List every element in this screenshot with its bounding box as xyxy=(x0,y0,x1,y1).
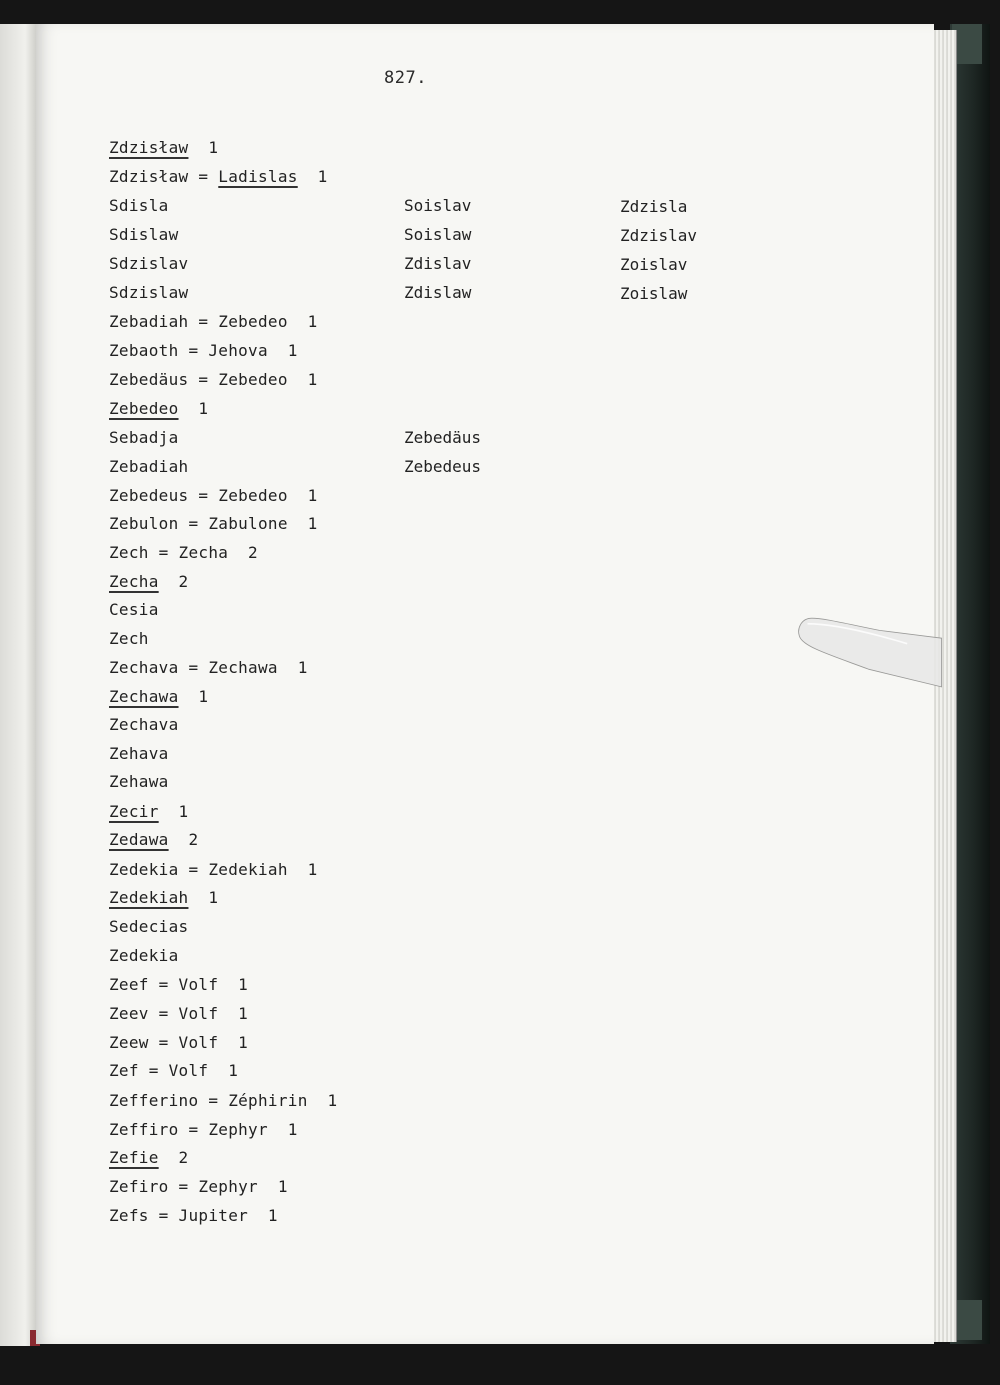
entry-line: Zedekiah 1 xyxy=(109,888,219,907)
entry-line: Zechava = Zechawa 1 xyxy=(109,658,308,677)
entry-line: Cesia xyxy=(109,600,159,619)
variant-col2: Zebedäus xyxy=(404,428,482,447)
variant-col2: Zebedeus xyxy=(404,457,482,476)
entry-line: Zdzisław = Ladislas 1 xyxy=(109,167,328,186)
entry-line: Zefie 2 xyxy=(109,1148,189,1167)
entry-line: Zeev = Volf 1 xyxy=(109,1004,249,1023)
page-number: 827. xyxy=(384,68,427,88)
variant-col3: Zoislav xyxy=(620,255,688,274)
entry-line: Zehava xyxy=(109,744,169,763)
entry-line: Sdzislav xyxy=(109,254,189,273)
entry-line: Zebadiah = Zebedeo 1 xyxy=(109,312,318,331)
entry-line: Sedecias xyxy=(109,917,189,936)
entry-line: Sdzislaw xyxy=(109,283,189,302)
variant-col3: Zdzislav xyxy=(620,226,698,245)
entry-line: Zedekia = Zedekiah 1 xyxy=(109,860,318,879)
variant-col2: Zdislaw xyxy=(404,283,472,302)
entry-line: Zebulon = Zabulone 1 xyxy=(109,514,318,533)
variant-col2: Zdislav xyxy=(404,254,472,273)
entry-line: Zeffiro = Zephyr 1 xyxy=(109,1120,298,1139)
entry-line: Zeew = Volf 1 xyxy=(109,1033,249,1052)
entry-line: Zecir 1 xyxy=(109,802,189,821)
entry-line: Zedawa 2 xyxy=(109,830,199,849)
entry-line: Zechawa 1 xyxy=(109,687,209,706)
entry-line: Zdzisław 1 xyxy=(109,138,219,157)
entry-line: Zebedeo 1 xyxy=(109,399,209,418)
entry-line: Zefiro = Zephyr 1 xyxy=(109,1177,288,1196)
entry-line: Sdisla xyxy=(109,196,169,215)
variant-col3: Zoislaw xyxy=(620,284,688,303)
entry-line: Zef = Volf 1 xyxy=(109,1061,239,1080)
entry-line: Zech = Zecha 2 xyxy=(109,543,258,562)
entry-line: Zefs = Jupiter 1 xyxy=(109,1206,278,1225)
entry-line: Zedekia xyxy=(109,946,179,965)
entry-line: Zech xyxy=(109,629,149,648)
entry-line: Sebadja xyxy=(109,428,179,447)
left-page-edge xyxy=(0,24,37,1346)
entry-line: Zefferino = Zéphirin 1 xyxy=(109,1091,338,1110)
plastic-page-clip xyxy=(738,616,1000,688)
variant-col2: Soislav xyxy=(404,196,472,215)
entry-line: Zebaoth = Jehova 1 xyxy=(109,341,298,360)
entry-line: Sdislaw xyxy=(109,225,179,244)
entry-line: Zeef = Volf 1 xyxy=(109,975,249,994)
entry-line: Zehawa xyxy=(109,772,169,791)
entry-line: Zebadiah xyxy=(109,457,189,476)
entry-line: Zebedeus = Zebedeo 1 xyxy=(109,486,318,505)
entry-line: Zebedäus = Zebedeo 1 xyxy=(109,370,318,389)
variant-col2: Soislaw xyxy=(404,225,472,244)
variant-col3: Zdzisla xyxy=(620,197,688,216)
entry-line: Zecha 2 xyxy=(109,572,189,591)
entry-line: Zechava xyxy=(109,715,179,734)
